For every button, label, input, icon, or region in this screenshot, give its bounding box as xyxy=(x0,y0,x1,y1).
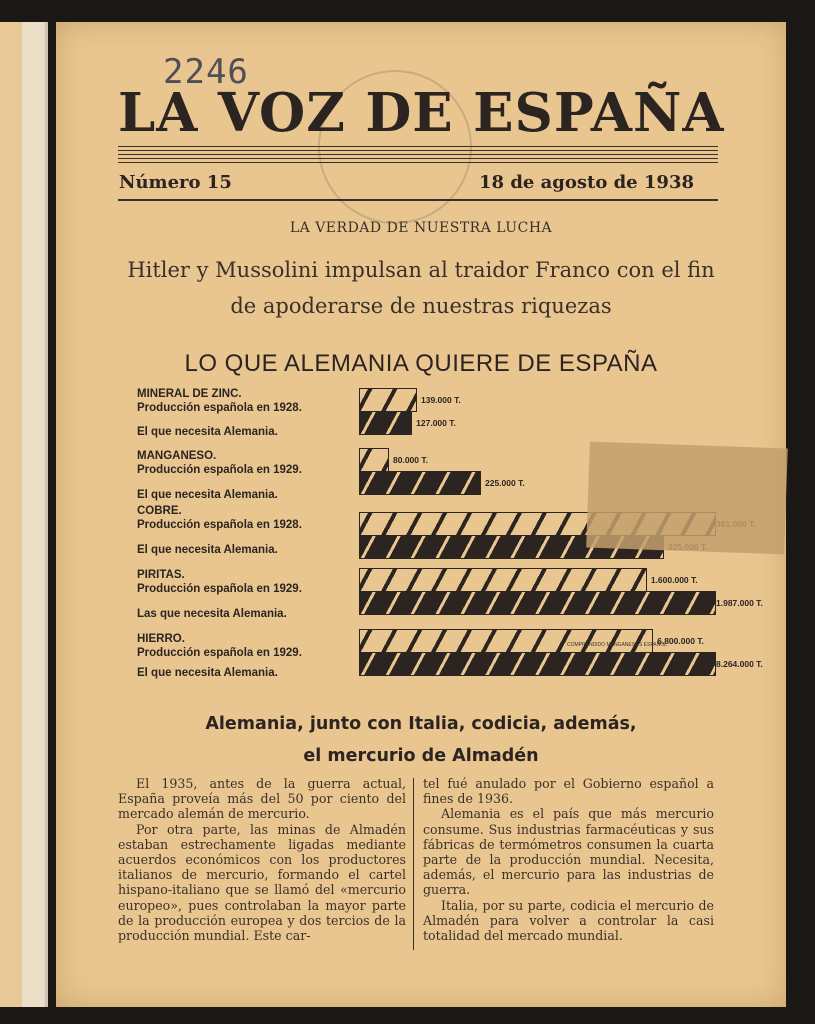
production-label: Producción española en 1928. xyxy=(137,519,302,531)
bar-production xyxy=(359,448,389,472)
need-label: El que necesita Alemania. xyxy=(137,426,278,438)
bar-need xyxy=(359,652,716,676)
category-label: HIERRO. xyxy=(137,633,185,645)
subhead-line-2: el mercurio de Almadén xyxy=(303,746,539,766)
bar-value-label: 225.000 T. xyxy=(485,478,525,488)
paragraph: Por otra parte, las minas de Almadén estaban estrechamente ligadas mediante acuerdos económicos con los productores italianos de mercurio, formando el cartel hispano-italiano que se llamó del «mercurio europeo», pues controlaban la mayor parte de la producción europea y dos tercios de la producción mundial. Este car- xyxy=(118,821,406,944)
bar-value-label: 1.600.000 T. xyxy=(650,575,698,585)
masthead-title: LA VOZ DE ESPAÑA xyxy=(118,82,725,144)
paragraph: tel fué anulado por el Gobierno español a fines de 1936. xyxy=(423,776,714,807)
body-column-right xyxy=(423,776,714,943)
paragraph: Italia, por su parte, codicia el mercurio de Almadén para volver a controlar la casi totalidad del mercado mundial. xyxy=(423,897,714,944)
bar-value-label: 8.264.000 T. xyxy=(716,659,763,669)
need-label: Las que necesita Alemania. xyxy=(137,608,287,620)
headline-line-2: de apoderarse de nuestras riquezas xyxy=(230,294,612,318)
column-rule xyxy=(413,778,414,950)
bar-need xyxy=(359,471,481,495)
category-label: PIRITAS. xyxy=(137,569,185,581)
bar-value-label: 6.800.000 T. xyxy=(657,636,704,646)
need-label: El que necesita Alemania. xyxy=(137,667,278,679)
category-label: COBRE. xyxy=(137,505,182,517)
issue-number: Número 15 xyxy=(119,172,232,193)
newspaper-page xyxy=(56,22,786,1007)
bar-need xyxy=(359,591,716,615)
production-label: Producción española en 1929. xyxy=(137,464,302,476)
headline-line-1: Hitler y Mussolini impulsan al traidor Franco con el fin xyxy=(127,258,715,282)
handwritten-catalog-number: 2246 xyxy=(163,52,249,92)
subhead-line-1: Alemania, junto con Italia, codicia, además, xyxy=(205,714,637,734)
bar-value-label: 80.000 T. xyxy=(393,455,428,465)
production-label: Producción española en 1929. xyxy=(137,647,302,659)
chart-title: LO QUE ALEMANIA QUIERE DE ESPAÑA xyxy=(184,350,658,377)
pictogram-chart xyxy=(56,22,786,722)
paragraph: El 1935, antes de la guerra actual, España proveía más del 50 por ciento del mercado alemán de mercurio. xyxy=(118,776,406,822)
production-label: Producción española en 1928. xyxy=(137,402,302,414)
bar-production xyxy=(359,568,647,592)
category-label: MANGANESO. xyxy=(137,450,217,462)
production-label: Producción española en 1929. xyxy=(137,583,302,595)
issue-date: 18 de agosto de 1938 xyxy=(479,172,694,193)
bar-need xyxy=(359,411,412,435)
adhesive-tape xyxy=(586,442,788,555)
section-subhead xyxy=(56,708,786,772)
bar-value-label: 139.000 T. xyxy=(421,395,461,405)
bar-value-label: 1.987.000 T. xyxy=(716,598,763,608)
bar-production xyxy=(359,388,417,412)
paragraph: Alemania es el país que más mercurio consume. Sus industrias farmacéuticas y sus fábricas de termómetros consumen la cuarta parte de la producción mundial. Necesita, además, el mercurio para las industrias de guerra. xyxy=(423,806,714,898)
kicker: LA VERDAD DE NUESTRA LUCHA xyxy=(289,220,553,236)
category-label: MINERAL DE ZINC. xyxy=(137,388,242,400)
chart-annotation: COMPRENDIDO MANGANESOS ESPAÑOL xyxy=(567,642,667,648)
bar-value-label: 127.000 T. xyxy=(416,418,456,428)
previous-page-paper-edge xyxy=(22,22,48,1007)
body-column-left xyxy=(118,776,406,943)
need-label: El que necesita Alemania. xyxy=(137,544,278,556)
need-label: El que necesita Alemania. xyxy=(137,489,278,501)
bar-production xyxy=(359,629,653,653)
